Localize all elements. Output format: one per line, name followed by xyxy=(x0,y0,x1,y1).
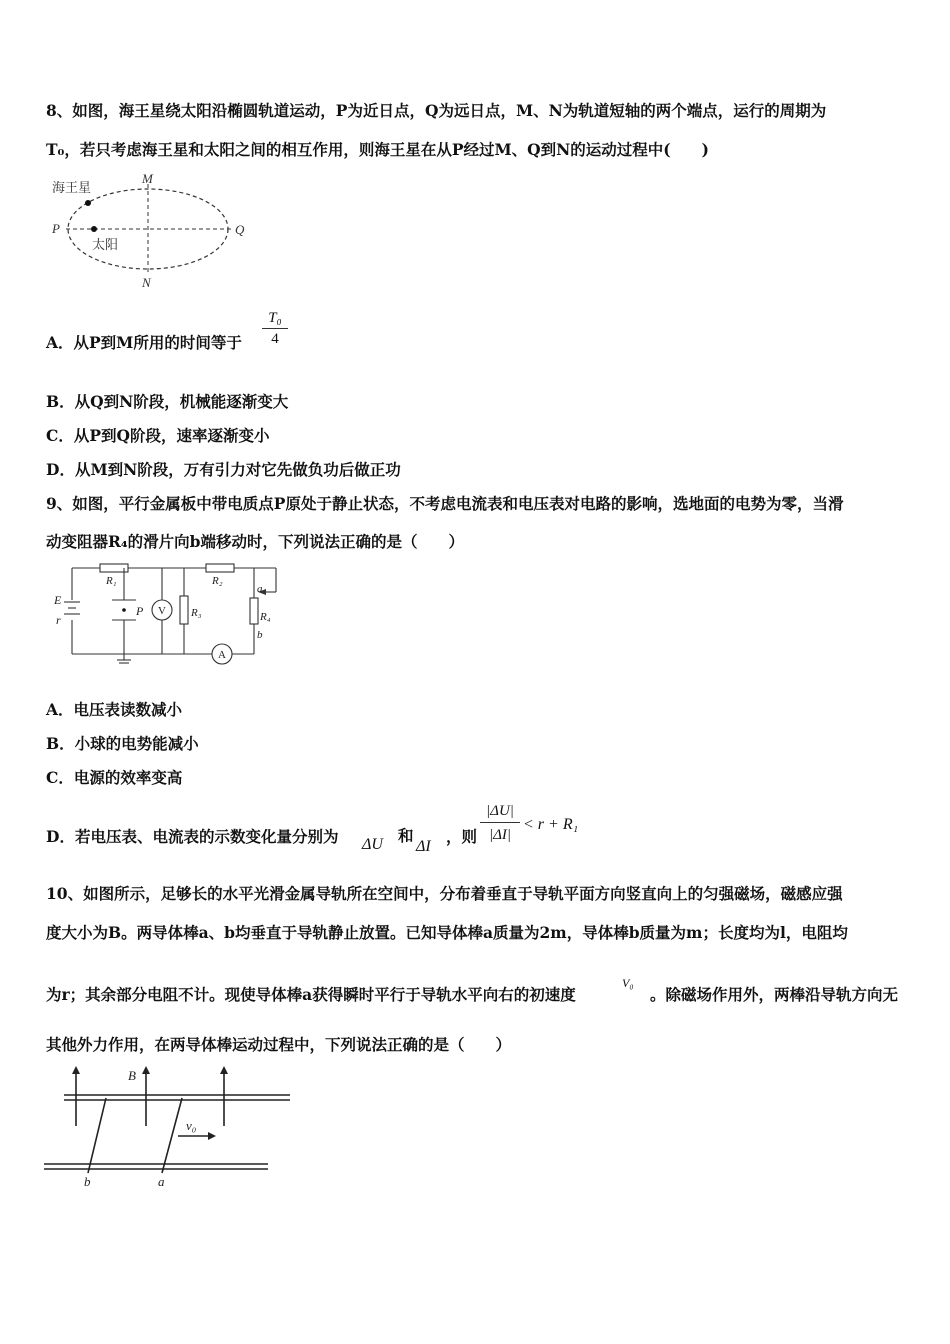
delta-u: ΔU xyxy=(362,836,383,853)
fraction-denominator: 4 xyxy=(271,331,279,347)
label-a: a xyxy=(257,583,263,595)
circuit-diagram xyxy=(54,558,294,668)
label-b: b xyxy=(257,629,263,641)
q9-option-d: D．若电压表、电流表的示数变化量分别为 xyxy=(46,827,339,846)
label-B: B xyxy=(128,1068,136,1083)
q10-line3b: 。除磁场作用外，两棒沿导轨方向无 xyxy=(650,985,899,1004)
label-R3: R₃ xyxy=(191,607,202,619)
neptune-label: 海王星 xyxy=(52,181,92,196)
label-P: P xyxy=(136,604,144,618)
q10-line1: 10、如图所示，足够长的水平光滑金属导轨所在空间中，分布着垂直于导轨平面方向竖直向上的匀强磁场，磁感应强 xyxy=(46,884,843,903)
label-b: b xyxy=(84,1174,91,1189)
label-E: E xyxy=(54,593,62,607)
ratio-fraction xyxy=(480,800,520,847)
point-M: M xyxy=(142,171,153,186)
q9-line2: 动变阻器R₄的滑片向b端移动时，下列说法正确的是（ ） xyxy=(46,532,465,551)
ratio-numerator: |ΔU| xyxy=(480,800,520,823)
point-P: P xyxy=(52,221,60,236)
label-a: a xyxy=(158,1174,165,1189)
fraction-numerator: T₀ xyxy=(262,308,288,329)
voltmeter-label: V xyxy=(158,605,166,617)
delta-i: ΔI xyxy=(416,838,431,855)
q9-option-a: A．电压表读数减小 xyxy=(46,700,183,719)
q9-option-b: B．小球的电势能减小 xyxy=(46,734,199,753)
then-word: ，则 xyxy=(446,827,478,846)
q8-option-b: B．从Q到N阶段，机械能逐渐变大 xyxy=(46,392,289,411)
q10-line2: 度大小为B。两导体棒a、b均垂直于导轨静止放置。已知导体棒a质量为2m，导体棒b质量为m；长度均为l，电阻均 xyxy=(46,923,848,942)
particle-p xyxy=(122,608,126,612)
label-v0: v₀ xyxy=(186,1118,197,1133)
q8-line2: T₀，若只考虑海王星和太阳之间的相互作用，则海王星在从P经过M、Q到N的运动过程中( ) xyxy=(46,140,709,159)
sun-label: 太阳 xyxy=(92,238,119,253)
q8-option-c: C．从P到Q阶段，速率逐渐变小 xyxy=(46,426,270,445)
q8-option-a: A．从P到M所用的时间等于 xyxy=(46,333,242,352)
label-R1: R₁ xyxy=(106,575,117,587)
initial-velocity: V₀ xyxy=(622,976,634,990)
q10-line3a: 为r；其余部分电阻不计。现使导体棒a获得瞬时平行于导轨水平向右的初速度 xyxy=(46,985,576,1004)
velocity-arrow xyxy=(208,1132,216,1140)
q10-line4: 其他外力作用，在两导体棒运动过程中，下列说法正确的是（ ） xyxy=(46,1035,512,1054)
rail-diagram xyxy=(44,1062,294,1190)
field-arrow-3 xyxy=(220,1066,228,1074)
q8-line1: 8、如图，海王星绕太阳沿椭圆轨道运动，P为近日点，Q为远日点，M、N为轨道短轴的两个端点，运行的周期为 xyxy=(46,101,827,120)
neptune-dot xyxy=(85,200,91,206)
orbit-diagram xyxy=(48,170,258,290)
field-arrow-2 xyxy=(142,1066,150,1074)
q8-option-a-fraction xyxy=(262,308,288,349)
sun-dot xyxy=(91,226,97,232)
point-Q: Q xyxy=(235,222,245,237)
and-word: 和 xyxy=(398,826,414,845)
q9-line1: 9、如图，平行金属板中带电质点P原处于静止状态，不考虑电流表和电压表对电路的影响，选地面的电势为零，当滑 xyxy=(46,494,844,513)
q9-option-c: C．电源的效率变高 xyxy=(46,768,183,787)
label-r: r xyxy=(56,613,61,627)
label-R2: R₂ xyxy=(212,575,223,587)
inequality-rhs: < r + R₁ xyxy=(523,816,579,833)
ammeter-label: A xyxy=(218,649,226,661)
ratio-denominator: |ΔI| xyxy=(488,827,512,843)
field-arrow-1 xyxy=(72,1066,80,1074)
q8-option-d: D．从M到N阶段，万有引力对它先做负功后做正功 xyxy=(46,460,401,479)
label-R4: R₄ xyxy=(260,611,271,623)
point-N: N xyxy=(142,275,151,290)
